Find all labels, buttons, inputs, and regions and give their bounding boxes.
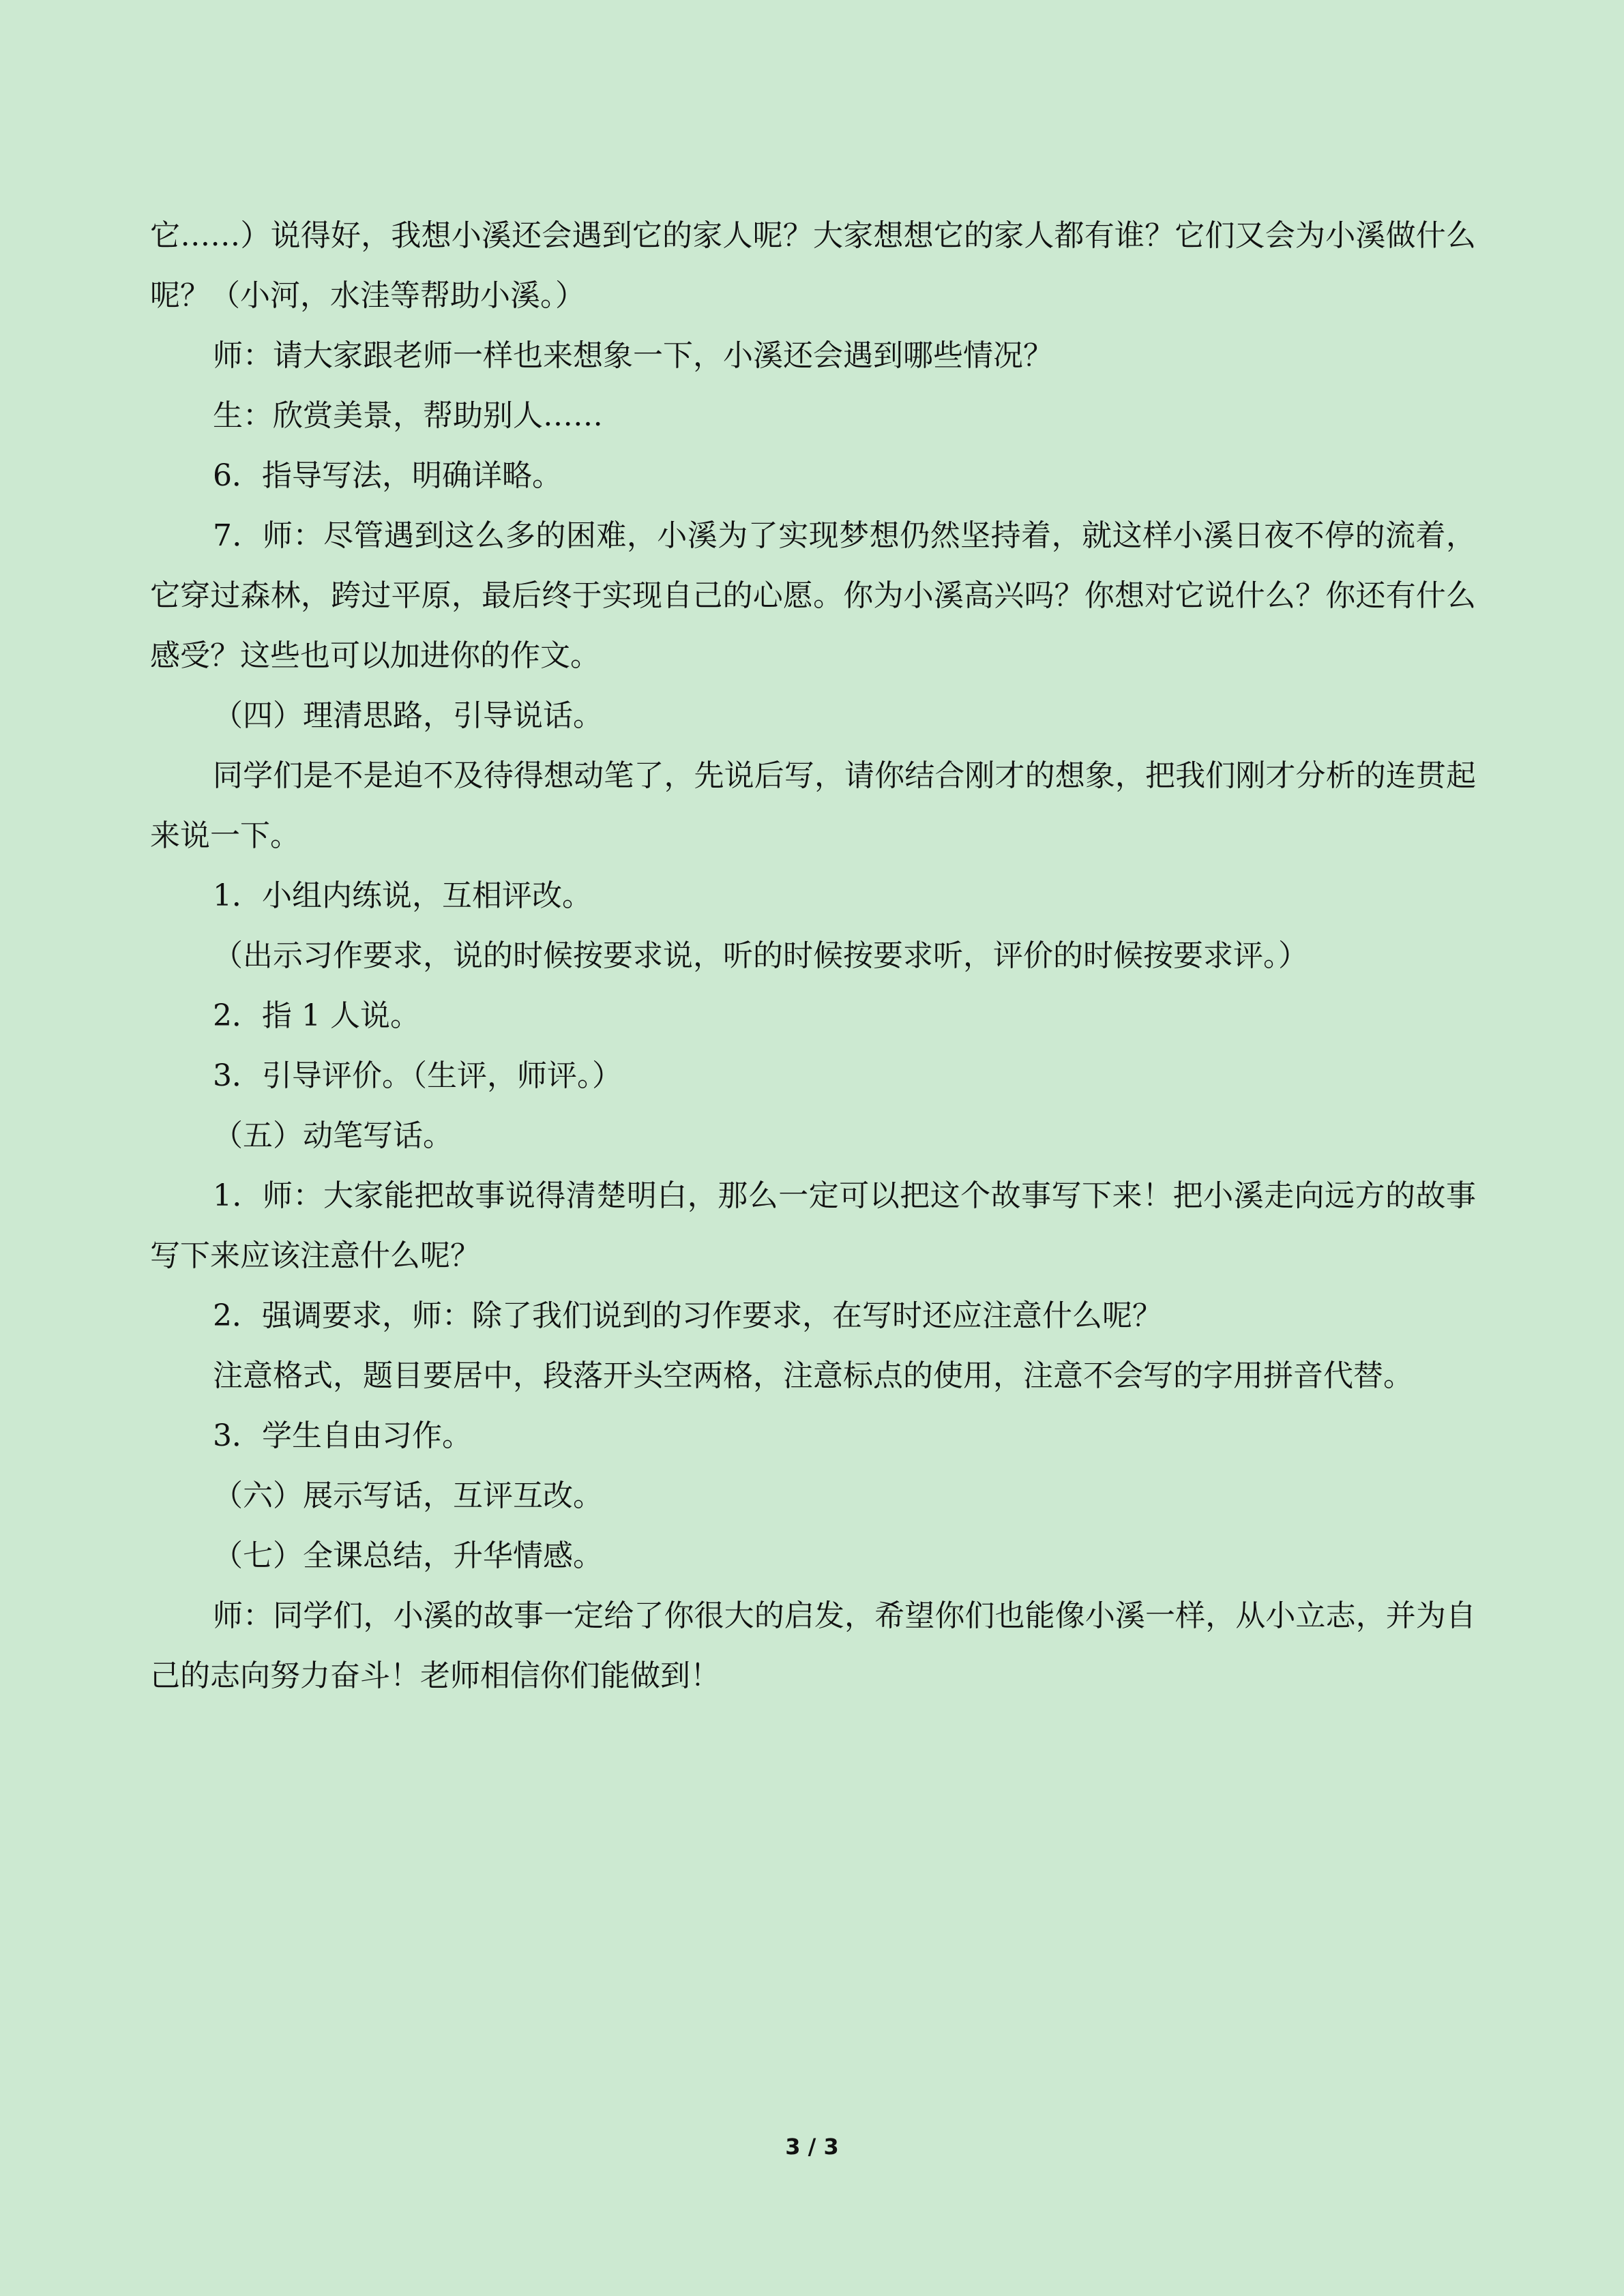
paragraph: 1．师：大家能把故事说得清楚明白，那么一定可以把这个故事写下来！把小溪走向远方的故事写下来应该注意什么呢？ — [150, 1178, 1476, 1273]
paragraph: 师：请大家跟老师一样也来想象一下，小溪还会遇到哪些情况？ — [213, 338, 1053, 373]
paragraph: 3．学生自由习作。 — [213, 1418, 472, 1453]
paragraph: （出示习作要求，说的时候按要求说，听的时候按要求听，评价的时候按要求评。） — [213, 938, 1308, 973]
section-heading: （四）理清思路，引导说话。 — [213, 698, 603, 733]
paragraph: 1．小组内练说，互相评改。 — [213, 878, 592, 913]
paragraph: 3．引导评价。（生评，师评。） — [213, 1058, 622, 1093]
paragraph: 注意格式，题目要居中，段落开头空两格，注意标点的使用，注意不会写的字用拼音代替。 — [213, 1358, 1413, 1393]
section-heading: （七）全课总结，升华情感。 — [213, 1538, 603, 1573]
paragraph: 6．指导写法，明确详略。 — [213, 458, 562, 493]
paragraph: 生：欣赏美景，帮助别人…… — [213, 398, 603, 433]
paragraph: 2．强调要求，师：除了我们说到的习作要求，在写时还应注意什么呢？ — [213, 1298, 1162, 1333]
paragraph: 2．指 1 人说。 — [213, 998, 420, 1033]
section-heading: （六）展示写话，互评互改。 — [213, 1478, 603, 1513]
paragraph: 它……）说得好，我想小溪还会遇到它的家人呢？大家想想它的家人都有谁？它们又会为小溪做什么呢？（小河，水洼等帮助小溪。） — [150, 218, 1476, 313]
paragraph: 同学们是不是迫不及待得想动笔了，先说后写，请你结合刚才的想象，把我们刚才分析的连贯起来说一下。 — [150, 758, 1476, 853]
document-body — [150, 206, 1476, 1706]
page-number: 3 / 3 — [785, 2134, 839, 2160]
paragraph: 7．师：尽管遇到这么多的困难，小溪为了实现梦想仍然坚持着，就这样小溪日夜不停的流着，它穿过森林，跨过平原，最后终于实现自己的心愿。你为小溪高兴吗？你想对它说什么？你还有什么感受？这些也可以加进你的作文。 — [150, 518, 1476, 673]
paragraph: 师：同学们，小溪的故事一定给了你很大的启发，希望你们也能像小溪一样，从小立志，并为自己的志向努力奋斗！老师相信你们能做到！ — [150, 1598, 1476, 1693]
section-heading: （五）动笔写话。 — [213, 1118, 453, 1153]
